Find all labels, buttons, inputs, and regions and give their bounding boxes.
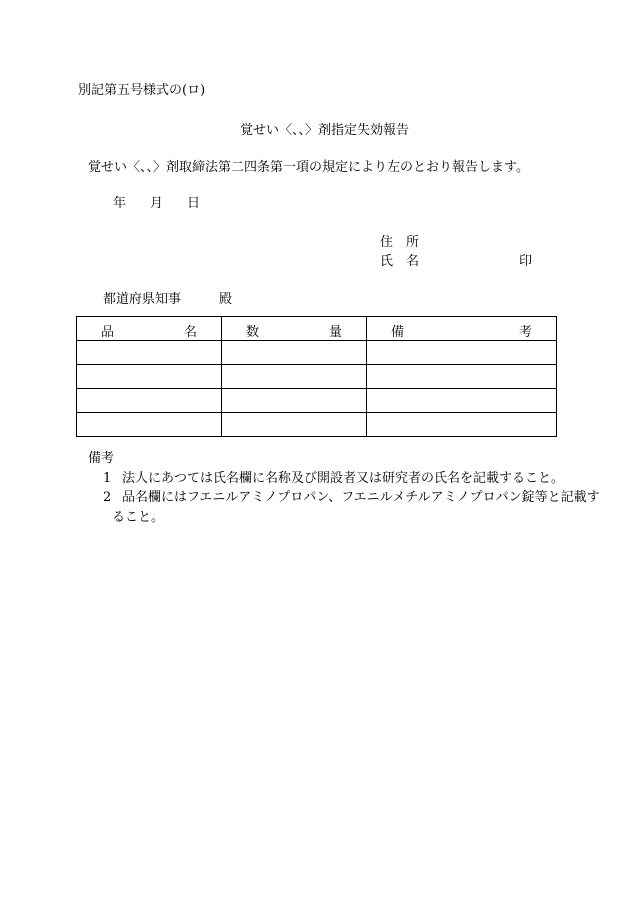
table-row xyxy=(77,413,557,437)
note-number: 1 xyxy=(103,471,112,486)
addressee: 都道府県知事 xyxy=(103,292,182,307)
table-header-row xyxy=(77,317,557,341)
table-row xyxy=(77,389,557,413)
date-day: 日 xyxy=(187,196,201,211)
note-text: 法人にあつては氏名欄に名称及び開設者又は研究者の氏名を記載すること。 xyxy=(122,471,565,486)
note-text: 品名欄にはフエニルアミノプロパン、フエニルメチルアミノプロパン錠等と記載す xyxy=(122,490,600,505)
honorific: 殿 xyxy=(219,292,233,307)
notes-title: 備考 xyxy=(88,451,115,466)
header-item-name: 品 名 xyxy=(77,317,222,341)
table-cell[interactable] xyxy=(367,413,557,437)
date-year: 年 xyxy=(113,196,127,211)
table-cell[interactable] xyxy=(367,389,557,413)
table-cell[interactable] xyxy=(77,365,222,389)
note-text-continued: ること。 xyxy=(112,510,165,525)
table-row xyxy=(77,341,557,365)
table-cell[interactable] xyxy=(367,341,557,365)
date-month: 月 xyxy=(150,196,164,211)
document-title: 覚せい〈、、〉剤指定失効報告 xyxy=(240,123,410,138)
table-cell[interactable] xyxy=(222,341,367,365)
name-label: 氏 名 xyxy=(380,254,420,269)
table-cell[interactable] xyxy=(367,365,557,389)
form-label: 別記第五号様式の(ロ) xyxy=(78,83,206,98)
table-cell[interactable] xyxy=(222,389,367,413)
table-cell[interactable] xyxy=(77,389,222,413)
items-table xyxy=(76,316,557,437)
address-label: 住 所 xyxy=(380,235,420,250)
seal-mark: 印 xyxy=(519,254,533,269)
table-cell[interactable] xyxy=(222,413,367,437)
note-number: 2 xyxy=(103,490,112,505)
intro-text: 覚せい〈、、〉剤取締法第二四条第一項の規定により左のとおり報告します。 xyxy=(88,160,529,175)
table-cell[interactable] xyxy=(222,365,367,389)
header-quantity: 数 量 xyxy=(222,317,367,341)
table-row xyxy=(77,365,557,389)
date-line xyxy=(113,196,200,212)
table-cell[interactable] xyxy=(77,341,222,365)
header-remarks: 備 考 xyxy=(367,317,557,341)
table-cell[interactable] xyxy=(77,413,222,437)
